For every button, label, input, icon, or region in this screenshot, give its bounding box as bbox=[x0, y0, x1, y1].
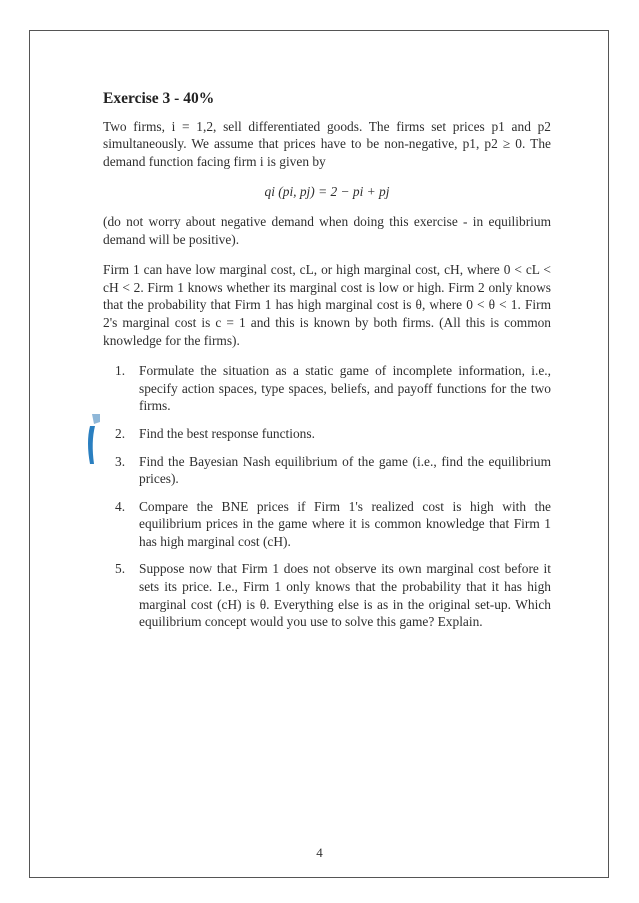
item-text: Find the best response functions. bbox=[139, 425, 315, 441]
question-list bbox=[115, 362, 551, 631]
item-text: Find the Bayesian Nash equilibrium of the game (i.e., find the equilibrium prices). bbox=[139, 453, 551, 487]
document-body bbox=[103, 90, 551, 641]
list-item bbox=[115, 453, 551, 488]
list-item bbox=[115, 425, 551, 443]
intro-paragraph: Two firms, i = 1,2, sell differentiated goods. The firms set prices p1 and p2 simultaneously. We assume that prices have to be non-negative, p1, p2 ≥ 0. The demand function facing firm i is given by bbox=[103, 118, 551, 169]
item-text: Formulate the situation as a static game of incomplete information, i.e., specify action spaces, type spaces, beliefs, and payoff functions for the two firms. bbox=[139, 363, 551, 414]
item-text: Compare the BNE prices if Firm 1's realized cost is high with the equilibrium prices in the game where it is common knowledge that Firm 1 has high marginal cost (cH). bbox=[139, 498, 551, 549]
item-number: 2. bbox=[115, 425, 126, 441]
page-number: 4 bbox=[316, 845, 323, 860]
blue-edge-mark bbox=[78, 412, 102, 466]
setup-paragraph: Firm 1 can have low marginal cost, cL, or high marginal cost, cH, where 0 < cL < cH < 2. Firm 1 knows whether its marginal cost is low or high. Firm 2 only knows that the probability that Firm 1 has high marginal cost is θ, where 0 < θ < 1. Firm 2's marginal cost is c = 1 and this is known by both firms. (All this is common knowledge for the firms). bbox=[103, 262, 551, 348]
demand-equation: qi (pi, pj) = 2 − pi + pj bbox=[264, 184, 390, 200]
list-item bbox=[115, 362, 551, 415]
item-number: 5. bbox=[115, 561, 126, 577]
item-number: 1. bbox=[115, 363, 126, 379]
note-paragraph: (do not worry about negative demand when doing this exercise - in equilibrium demand will be positive). bbox=[103, 213, 551, 247]
item-number: 3. bbox=[115, 453, 126, 469]
item-text: Suppose now that Firm 1 does not observe its own marginal cost before it sets its price. I.e., Firm 1 only knows that the probability that it has high marginal cost (cH) is θ. Everything else is as in the original set-up. Which equilibrium concept would you use to solve this game? Explain. bbox=[139, 561, 551, 630]
exercise-heading: Exercise 3 - 40% bbox=[103, 90, 215, 107]
list-item bbox=[115, 498, 551, 551]
list-item bbox=[115, 560, 551, 630]
item-number: 4. bbox=[115, 498, 126, 514]
